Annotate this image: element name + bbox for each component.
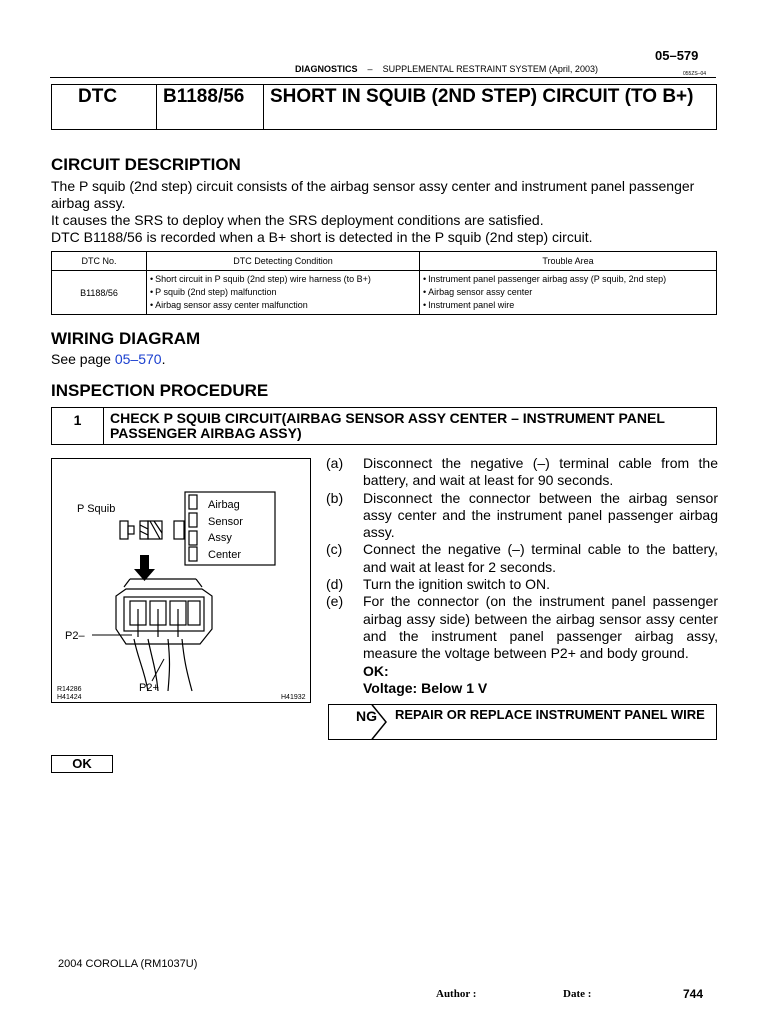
list-item: • Instrument panel wire <box>423 299 713 312</box>
footer-author: Author : <box>436 988 477 1000</box>
figure-code: H41424 <box>57 694 82 701</box>
procedure-steps <box>326 455 718 697</box>
see-page-line <box>51 351 165 368</box>
see-page-link[interactable]: 05–570 <box>114 351 162 367</box>
running-header <box>295 64 598 74</box>
connector-figure <box>51 458 311 703</box>
circuit-description-text <box>51 178 719 246</box>
connector-diagram <box>52 459 310 702</box>
footer-date: Date : <box>563 988 592 1000</box>
procedure-step <box>326 541 718 576</box>
procedure-step <box>326 593 718 662</box>
procedure-step <box>326 576 718 593</box>
step-text: For the connector (on the instrument panel passenger airbag assy side) between the airbag sensor assy center and the instrument panel passenger airbag assy, measure the voltage between P2+ and body ground. <box>363 593 718 662</box>
list-item: • Short circuit in P squib (2nd step) wire harness (to B+) <box>150 273 416 286</box>
header-rule <box>50 77 716 78</box>
table-cell-dtc: B1188/56 <box>52 271 147 315</box>
step-number: 1 <box>52 408 104 444</box>
circuit-description-para: DTC B1188/56 is recorded when a B+ short is detected in the P squib (2nd step) circuit. <box>51 229 593 245</box>
p2-minus-label: P2– <box>65 630 85 642</box>
wiring-diagram-heading: WIRING DIAGRAM <box>51 329 201 348</box>
p2-plus-label: P2+ <box>139 682 159 694</box>
p-squib-label: P Squib <box>77 503 116 515</box>
airbag-label: Airbag <box>208 499 240 511</box>
step-text: Disconnect the connector between the airbag sensor assy center and the instrument panel passenger airbag assy. <box>363 489 718 541</box>
doc-code: 055ZS–04 <box>683 71 707 77</box>
table-cell-trouble-areas <box>420 271 717 315</box>
dtc-title: SHORT IN SQUIB (2ND STEP) CIRCUIT (TO B+) <box>270 86 694 107</box>
table-header: DTC No. <box>52 252 147 271</box>
list-item: • Instrument panel passenger airbag assy (P squib, 2nd step) <box>423 273 713 286</box>
figure-code: R14286 <box>57 686 82 693</box>
circuit-description-para: The P squib (2nd step) circuit consists of the airbag sensor assy center and instrument panel passenger airbag assy. <box>51 178 695 211</box>
ok-value: Voltage: Below 1 V <box>363 679 488 696</box>
table-header: DTC Detecting Condition <box>147 252 420 271</box>
step-label: (c) <box>326 541 343 558</box>
step-label: (d) <box>326 576 344 593</box>
dtc-label: DTC <box>52 85 157 129</box>
subsection-name: SUPPLEMENTAL RESTRAINT SYSTEM (April, 2003) <box>382 64 598 74</box>
step-title: CHECK P SQUIB CIRCUIT(AIRBAG SENSOR ASSY CENTER – INSTRUMENT PANEL PASSENGER AIRBAG ASSY) <box>110 410 665 441</box>
header-dash: – <box>367 64 373 74</box>
ok-label: OK: <box>363 662 389 679</box>
step-text: Turn the ignition switch to ON. <box>363 576 551 593</box>
list-item: • Airbag sensor assy center <box>423 286 713 299</box>
dtc-code: B1188/56 <box>157 85 264 129</box>
procedure-step <box>326 490 718 542</box>
footer-page-number: 744 <box>683 987 704 1001</box>
step-label: (b) <box>326 489 344 506</box>
assy-label: Assy <box>208 532 232 544</box>
step-label: (a) <box>326 455 344 471</box>
inspection-procedure-heading: INSPECTION PROCEDURE <box>51 381 269 400</box>
ok-criteria <box>326 680 718 697</box>
list-item: • Airbag sensor assy center malfunction <box>150 299 416 312</box>
ok-criteria <box>326 663 718 680</box>
section-name: DIAGNOSTICS <box>295 64 358 74</box>
step-label: (e) <box>326 593 344 610</box>
down-arrow-icon <box>134 555 155 581</box>
table-cell-conditions <box>147 271 420 315</box>
ng-action: REPAIR OR REPLACE INSTRUMENT PANEL WIRE <box>395 707 705 722</box>
step-text: Disconnect the negative (–) terminal cable from the battery, and wait at least for 90 seconds. <box>363 455 718 489</box>
dtc-title-box <box>51 84 717 130</box>
circuit-description-para: It causes the SRS to deploy when the SRS deployment conditions are satisfied. <box>51 212 544 228</box>
center-label: Center <box>208 549 242 561</box>
list-item: • P squib (2nd step) malfunction <box>150 286 416 299</box>
squib-plug-icon <box>120 521 184 539</box>
ng-label: NG <box>356 708 377 724</box>
table-header: Trouble Area <box>420 252 717 271</box>
sensor-label: Sensor <box>208 516 243 528</box>
ok-button[interactable]: OK <box>51 755 113 773</box>
see-page-prefix: See page <box>51 351 115 367</box>
procedure-step <box>326 455 718 490</box>
footer-model: 2004 COROLLA (RM1037U) <box>58 958 198 970</box>
circuit-description-heading: CIRCUIT DESCRIPTION <box>51 155 241 174</box>
step-box <box>51 407 717 445</box>
step-text: Connect the negative (–) terminal cable to the battery, and wait at least for 2 seconds. <box>363 541 718 575</box>
page-number: 05–579 <box>655 48 699 63</box>
figure-code: H41932 <box>281 694 306 701</box>
see-page-suffix: . <box>161 351 166 367</box>
dtc-table <box>51 251 717 315</box>
